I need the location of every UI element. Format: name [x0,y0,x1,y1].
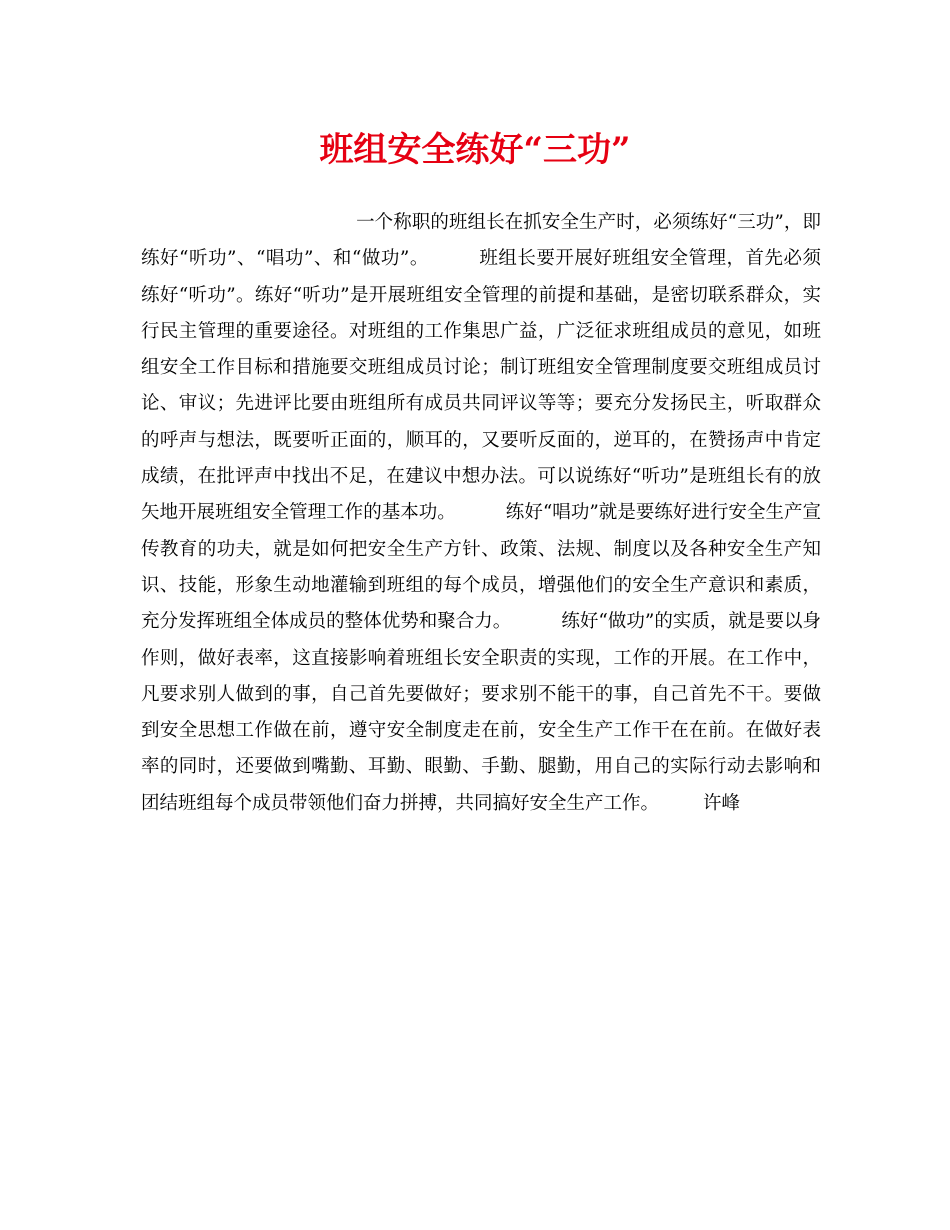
paragraph-intro: 一个称职的班组长在抓安全生产时，必须练好“三功”，即练好“听功”、“唱功”、和“做功”。 [141,212,821,270]
author-name: 许峰 [703,792,741,814]
paragraph-singing: 练好“唱功”就是要练好进行安全生产宣传教育的功夫，就是如何把安全生产方针、政策、法规、制度以及各种安全生产知识、技能，形象生动地灌输到班组的每个成员，增强他们的安全生产意识和素质，充分发挥班组全体成员的整体优势和聚合力。 [141,502,821,633]
document-title: 班组安全练好“三功” [319,130,631,170]
document-body [141,205,821,822]
paragraph-listening: 班组长要开展好班组安全管理，首先必须练好“听功”。练好“听功”是开展班组安全管理的前提和基础，是密切联系群众，实行民主管理的重要途径。对班组的工作集思广益，广泛征求班组成员的意见，如班组安全工作目标和措施要交班组成员讨论；制订班组安全管理制度要交班组成员讨论、审议；先进评比要由班组所有成员共同评议等等；要充分发扬民主，听取群众的呼声与想法，既要听正面的，顺耳的，又要听反面的，逆耳的，在赞扬声中肯定成绩，在批评声中找出不足，在建议中想办法。可以说练好“听功”是班组长有的放矢地开展班组安全管理工作的基本功。 [141,248,821,524]
paragraph-doing: 练好“做功”的实质，就是要以身作则，做好表率，这直接影响着班组长安全职责的实现，工作的开展。在工作中，凡要求别人做到的事，自己首先要做好；要求别不能干的事，自己首先不干。要做到安全思想工作做在前，遵守安全制度走在前，安全生产工作干在在前。在做好表率的同时，还要做到嘴勤、耳勤、眼勤、手勤、腿勤，用自己的实际行动去影响和团结班组每个成员带领他们奋力拼搏，共同搞好安全生产工作。 [141,611,821,814]
